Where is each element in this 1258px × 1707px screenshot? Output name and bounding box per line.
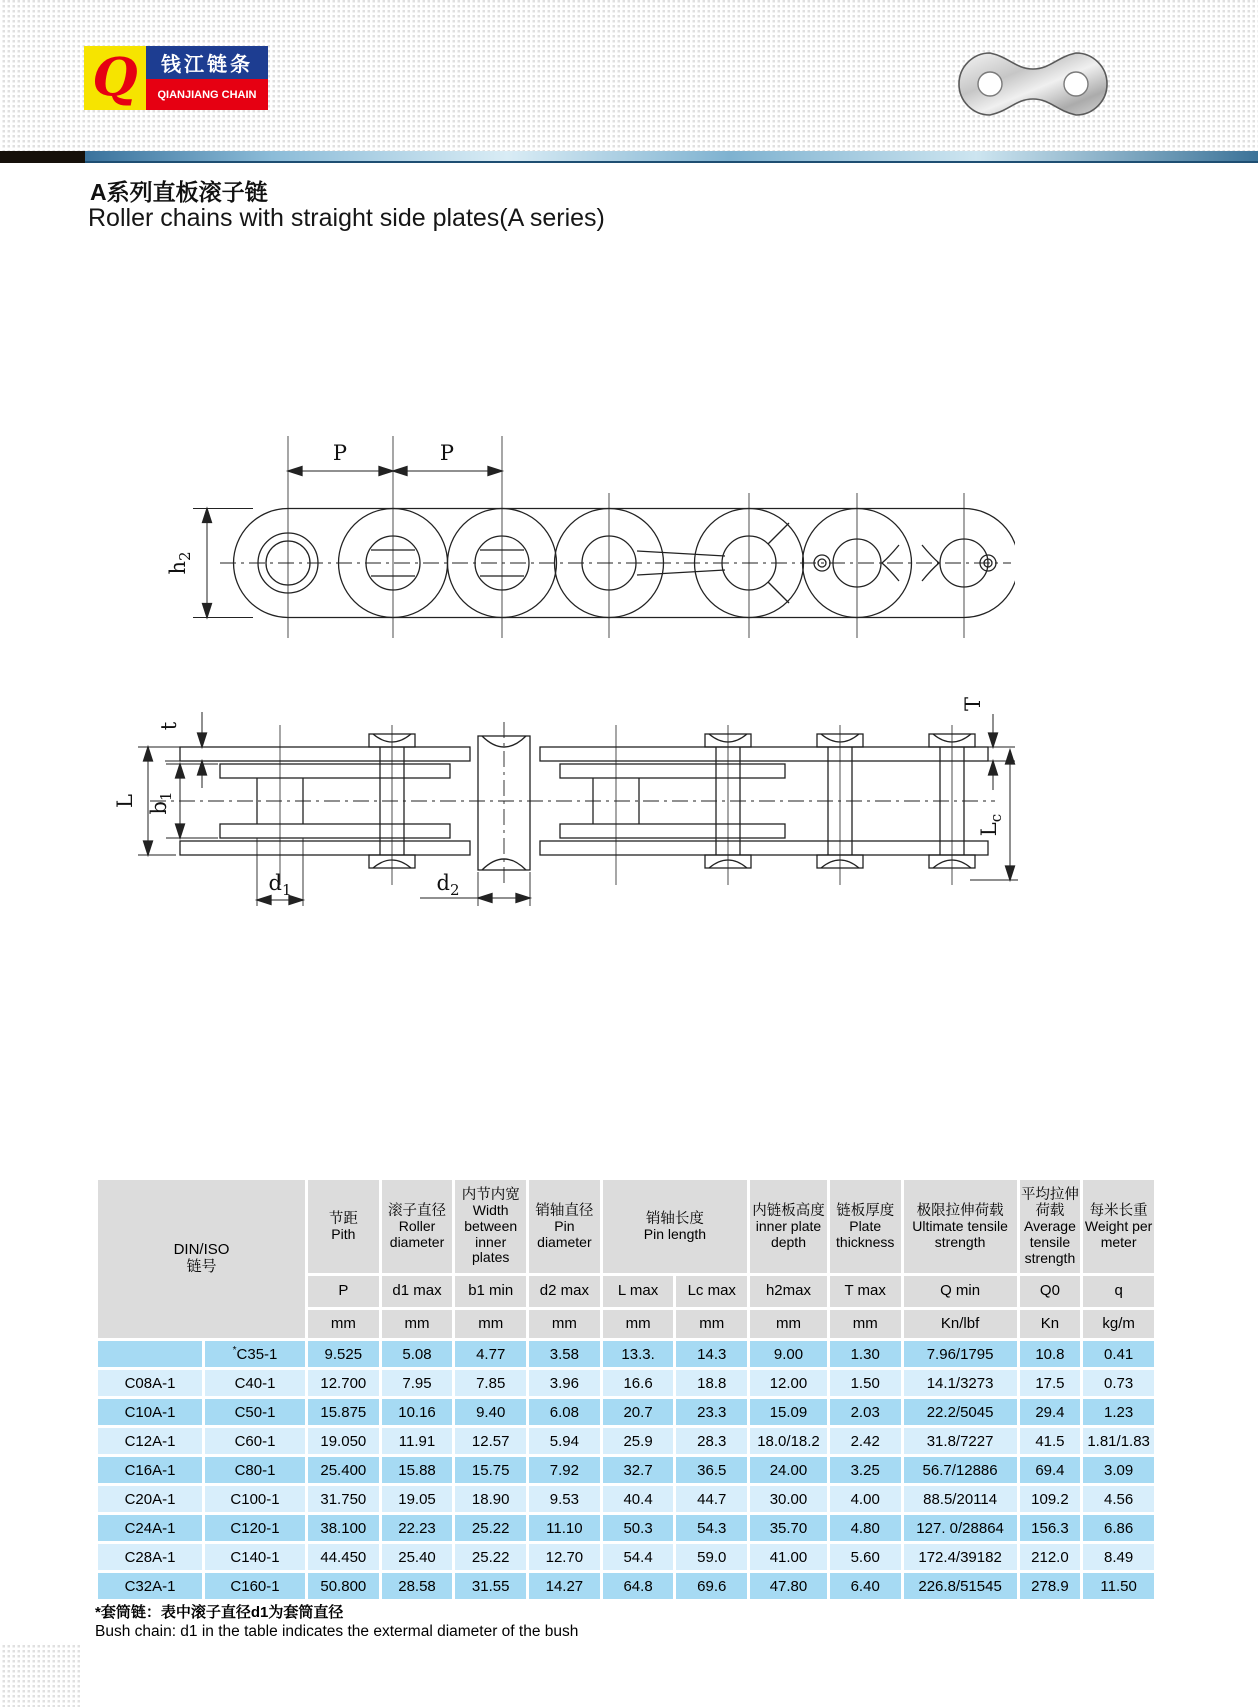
table-cell: 12.700 (308, 1370, 379, 1396)
table-cell: 9.40 (455, 1399, 526, 1425)
header-plate-thickness: 链板厚度 Plate thickness (830, 1180, 901, 1273)
table-cell: C10A-1 (98, 1399, 202, 1425)
table-cell: 109.2 (1020, 1486, 1081, 1512)
table-cell: 2.03 (830, 1399, 901, 1425)
table-cell: 3.96 (529, 1370, 600, 1396)
page-title-zh: A系列直板滚子链 (90, 179, 268, 205)
table-cell: 69.6 (676, 1573, 747, 1599)
table-cell: 10.16 (382, 1399, 453, 1425)
table-cell: 278.9 (1020, 1573, 1081, 1599)
table-header (98, 1180, 1154, 1338)
table-cell: 35.70 (750, 1515, 827, 1541)
unit-10: kg/m (1083, 1310, 1154, 1338)
table-cell: 172.4/39182 (904, 1544, 1017, 1570)
table-cell: 25.22 (455, 1515, 526, 1541)
table-cell: 22.23 (382, 1515, 453, 1541)
table-row (98, 1573, 1154, 1599)
table-cell: 50.3 (603, 1515, 674, 1541)
plan-view-drawing (110, 640, 1020, 920)
table-cell: 38.100 (308, 1515, 379, 1541)
table-cell: 11.50 (1083, 1573, 1154, 1599)
table-cell: 40.4 (603, 1486, 674, 1512)
table-cell: C80-1 (205, 1457, 305, 1483)
page-title-en: Roller chains with straight side plates(A series) (88, 204, 605, 232)
table-cell: C60-1 (205, 1428, 305, 1454)
table-cell: 7.95 (382, 1370, 453, 1396)
symbol-h2max: h2max (750, 1276, 827, 1307)
table-row (98, 1370, 1154, 1396)
table-cell: 5.60 (830, 1544, 901, 1570)
table-cell (98, 1341, 202, 1367)
table-cell: C40-1 (205, 1370, 305, 1396)
table-cell: 44.7 (676, 1486, 747, 1512)
symbol-P: P (308, 1276, 379, 1307)
separator-bar (0, 151, 1258, 163)
table-cell: 29.4 (1020, 1399, 1081, 1425)
brand-logo (84, 46, 268, 110)
table-row (98, 1515, 1154, 1541)
dim-label-T: T (961, 696, 985, 712)
table-cell: 25.9 (603, 1428, 674, 1454)
header-ultimate-tensile-strength: 极限拉伸荷载 Ultimate tensile strength (904, 1180, 1017, 1273)
table-cell: 50.800 (308, 1573, 379, 1599)
footnote-en: Bush chain: d1 in the table indicates the extermal diameter of the bush (95, 1623, 579, 1640)
symbol-d1max: d1 max (382, 1276, 453, 1307)
table-cell: 13.3. (603, 1341, 674, 1367)
table-cell: 4.80 (830, 1515, 901, 1541)
header-inner-plate-depth: 内链板高度 inner plate depth (750, 1180, 827, 1273)
table-cell: 156.3 (1020, 1515, 1081, 1541)
table-cell: 226.8/51545 (904, 1573, 1017, 1599)
table-cell: 7.85 (455, 1370, 526, 1396)
unit-8: Kn/lbf (904, 1310, 1017, 1338)
symbol-Tmax: T max (830, 1276, 901, 1307)
symbol-Lmax: L max (603, 1276, 674, 1307)
table-cell: 18.0/18.2 (750, 1428, 827, 1454)
table-cell: 14.1/3273 (904, 1370, 1017, 1396)
brand-name-block (146, 46, 268, 110)
table-cell: *C35-1 (205, 1341, 305, 1367)
dim-label-L: L (113, 794, 137, 808)
symbol-d2max: d2 max (529, 1276, 600, 1307)
table-cell: 44.450 (308, 1544, 379, 1570)
header-pin-length: 销轴长度 Pin length (603, 1180, 747, 1273)
table-row (98, 1457, 1154, 1483)
table-cell: 25.400 (308, 1457, 379, 1483)
table-cell: 17.5 (1020, 1370, 1081, 1396)
table-cell: 41.00 (750, 1544, 827, 1570)
table-cell: 1.81/1.83 (1083, 1428, 1154, 1454)
table-cell: 11.91 (382, 1428, 453, 1454)
table-cell: 69.4 (1020, 1457, 1081, 1483)
table-cell: C160-1 (205, 1573, 305, 1599)
table-cell: 22.2/5045 (904, 1399, 1017, 1425)
brand-name-en: QIANJIANG CHAIN (146, 79, 268, 110)
dim-label-d1: $d_1$ (268, 871, 292, 899)
table-cell: 0.41 (1083, 1341, 1154, 1367)
table-cell: C12A-1 (98, 1428, 202, 1454)
unit-0: mm (308, 1310, 379, 1338)
side-view-drawing (135, 398, 1015, 643)
table-cell: 15.88 (382, 1457, 453, 1483)
header-din-iso: DIN/ISO 链号 (98, 1180, 305, 1338)
table-cell: 31.55 (455, 1573, 526, 1599)
spec-table (95, 1177, 1157, 1602)
header-roller-diameter: 滚子直径 Roller diameter (382, 1180, 453, 1273)
table-cell: 212.0 (1020, 1544, 1081, 1570)
brand-monogram-icon (84, 46, 146, 110)
link-plate-hole-left (978, 72, 1002, 96)
table-cell: 6.86 (1083, 1515, 1154, 1541)
table-cell: C20A-1 (98, 1486, 202, 1512)
table-cell: 31.750 (308, 1486, 379, 1512)
page-header (0, 0, 1258, 151)
header-weight-per-meter: 每米长重 Weight per meter (1083, 1180, 1154, 1273)
table-cell: 14.3 (676, 1341, 747, 1367)
table-cell: 15.75 (455, 1457, 526, 1483)
table-cell: 5.94 (529, 1428, 600, 1454)
table-cell: C32A-1 (98, 1573, 202, 1599)
table-cell: 4.00 (830, 1486, 901, 1512)
table-cell: C08A-1 (98, 1370, 202, 1396)
dim-label-pitch-2: P (439, 441, 455, 465)
table-cell: 1.50 (830, 1370, 901, 1396)
header-pitch: 节距 Pith (308, 1180, 379, 1273)
table-cell: 2.42 (830, 1428, 901, 1454)
table-row (98, 1486, 1154, 1512)
dim-label-h2: $h_2$ (166, 551, 194, 575)
table-cell: 16.6 (603, 1370, 674, 1396)
table-cell: C50-1 (205, 1399, 305, 1425)
separator-bar-black (0, 151, 85, 163)
table-cell: 127. 0/28864 (904, 1515, 1017, 1541)
table-cell: 30.00 (750, 1486, 827, 1512)
table-row (98, 1544, 1154, 1570)
table-cell: C28A-1 (98, 1544, 202, 1570)
unit-1: mm (382, 1310, 453, 1338)
table-cell: 3.09 (1083, 1457, 1154, 1483)
table-cell: 3.25 (830, 1457, 901, 1483)
table-cell: 1.23 (1083, 1399, 1154, 1425)
unit-4: mm (603, 1310, 674, 1338)
table-cell: 19.05 (382, 1486, 453, 1512)
brand-monogram-box (84, 46, 146, 110)
header-width-between-inner-plates: 内节内宽 Width between inner plates (455, 1180, 526, 1273)
table-cell: 4.56 (1083, 1486, 1154, 1512)
table-cell: 41.5 (1020, 1428, 1081, 1454)
separator-bar-blue (85, 151, 1258, 163)
table-cell: 28.3 (676, 1428, 747, 1454)
table-cell: 6.08 (529, 1399, 600, 1425)
footnote-zh: *套筒链：表中滚子直径d1为套筒直径 (95, 1604, 344, 1621)
symbol-Q0: Q0 (1020, 1276, 1081, 1307)
table-cell: 59.0 (676, 1544, 747, 1570)
table-cell: 36.5 (676, 1457, 747, 1483)
table-cell: 0.73 (1083, 1370, 1154, 1396)
dim-label-b1: $b_1$ (147, 791, 175, 815)
table-cell: 15.09 (750, 1399, 827, 1425)
chain-plate-graphic (952, 47, 1114, 121)
table-cell: 5.08 (382, 1341, 453, 1367)
unit-6: mm (750, 1310, 827, 1338)
table-cell: 24.00 (750, 1457, 827, 1483)
table-cell: C140-1 (205, 1544, 305, 1570)
table-cell: 14.27 (529, 1573, 600, 1599)
table-cell: 12.70 (529, 1544, 600, 1570)
table-row (98, 1341, 1154, 1367)
link-plate-hole-right (1064, 72, 1088, 96)
table-cell: 10.8 (1020, 1341, 1081, 1367)
table-cell: C100-1 (205, 1486, 305, 1512)
table-row (98, 1399, 1154, 1425)
dim-label-t: t (157, 721, 181, 731)
table-cell: 9.00 (750, 1341, 827, 1367)
unit-7: mm (830, 1310, 901, 1338)
table-cell: 28.58 (382, 1573, 453, 1599)
table-cell: 3.58 (529, 1341, 600, 1367)
dim-label-Lc: $L_c$ (977, 813, 1005, 837)
table-cell: 4.77 (455, 1341, 526, 1367)
table-cell: 25.40 (382, 1544, 453, 1570)
table-cell: 47.80 (750, 1573, 827, 1599)
symbol-Qmin: Q min (904, 1276, 1017, 1307)
corner-dot-pattern (0, 1645, 80, 1707)
brand-monogram-letter: Q (92, 47, 138, 108)
table-cell: 18.8 (676, 1370, 747, 1396)
table-cell: 54.4 (603, 1544, 674, 1570)
table-cell: C16A-1 (98, 1457, 202, 1483)
table-cell: 9.53 (529, 1486, 600, 1512)
dim-label-d2: $d_2$ (436, 871, 460, 899)
table-cell: 31.8/7227 (904, 1428, 1017, 1454)
unit-5: mm (676, 1310, 747, 1338)
table-cell: 6.40 (830, 1573, 901, 1599)
table-cell: 20.7 (603, 1399, 674, 1425)
table-cell: 11.10 (529, 1515, 600, 1541)
unit-2: mm (455, 1310, 526, 1338)
table-cell: 23.3 (676, 1399, 747, 1425)
table-cell: 9.525 (308, 1341, 379, 1367)
table-cell: 7.92 (529, 1457, 600, 1483)
table-body (98, 1341, 1154, 1599)
header-average-tensile-strength: 平均拉伸荷载 Average tensile strength (1020, 1180, 1081, 1273)
symbol-b1min: b1 min (455, 1276, 526, 1307)
table-cell: 56.7/12886 (904, 1457, 1017, 1483)
table-cell: 18.90 (455, 1486, 526, 1512)
table-cell: 15.875 (308, 1399, 379, 1425)
table-cell: 12.00 (750, 1370, 827, 1396)
symbol-q: q (1083, 1276, 1154, 1307)
symbol-Lcmax: Lc max (676, 1276, 747, 1307)
table-cell: 12.57 (455, 1428, 526, 1454)
table-cell: 7.96/1795 (904, 1341, 1017, 1367)
table-cell: 25.22 (455, 1544, 526, 1570)
table-cell: 8.49 (1083, 1544, 1154, 1570)
table-cell: C120-1 (205, 1515, 305, 1541)
table-cell: 1.30 (830, 1341, 901, 1367)
header-pin-diameter: 销轴直径 Pin diameter (529, 1180, 600, 1273)
table-cell: 64.8 (603, 1573, 674, 1599)
table-cell: 54.3 (676, 1515, 747, 1541)
table-cell: 88.5/20114 (904, 1486, 1017, 1512)
dim-label-pitch-1: P (332, 441, 348, 465)
table-cell: 32.7 (603, 1457, 674, 1483)
table-cell: C24A-1 (98, 1515, 202, 1541)
brand-name-zh: 钱江链条 (146, 46, 268, 79)
unit-9: Kn (1020, 1310, 1081, 1338)
unit-3: mm (529, 1310, 600, 1338)
table-row (98, 1428, 1154, 1454)
table-cell: 19.050 (308, 1428, 379, 1454)
